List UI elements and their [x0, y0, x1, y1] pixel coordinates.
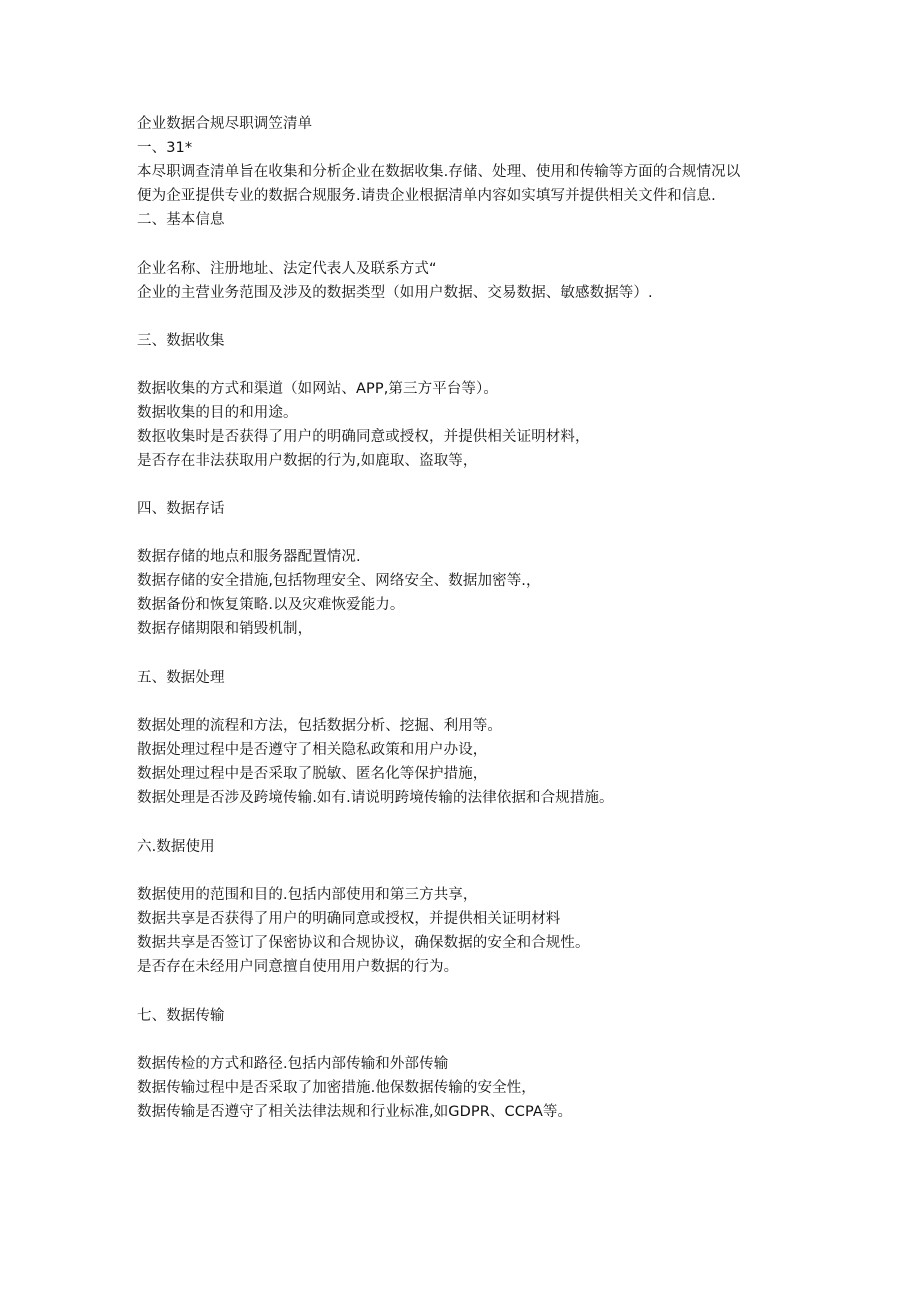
list-item: 数据使用的范围和目的.包括内部使用和第三方共享，: [137, 887, 478, 903]
list-item: 数据存储的安全措施,包括物理安全、网络安全、数据加密等.，: [137, 573, 541, 589]
list-item: 数据处理是否涉及跨境传输.如有.请说明跨境传输的法律依据和合规措施。: [137, 790, 614, 806]
section-6-heading: 六.数据使用: [137, 839, 215, 855]
section-4-heading: 四、数据存话: [137, 501, 225, 517]
list-item: 数据收集的方式和渠道（如网站、APP,第三方平台等）。: [137, 381, 498, 397]
section-3-heading: 三、数据收集: [137, 333, 225, 349]
list-item: 数据传输是否遵守了相关法律法规和行业标准,如GDPR、CCPA等。: [137, 1104, 573, 1120]
intro-paragraph-line-2: 便为企亚提供专业的数据合规服务.请贵企业根据清单内容如实填写并提供相关文件和信息.: [137, 188, 716, 204]
list-item: 数据备份和恢复策略.以及灾难恢爱能力。: [137, 597, 405, 613]
section-7-heading: 七、数据传输: [137, 1008, 225, 1024]
list-item: 数据处理过程中是否采取了脱敏、匿名化等保护措施，: [137, 766, 488, 782]
section-5-heading: 五、数据处理: [137, 670, 225, 686]
list-item: 数据共享是否获得了用户的明确同意或授权，并提供相关证明材料: [137, 911, 561, 927]
list-item: 数抠收集时是否获得了用户的明确同意或授权，并提供相关证明材料，: [137, 429, 590, 445]
list-item: 企业的主营业务范围及涉及的数据类型（如用户数据、交易数据、敏感数据等）.: [137, 285, 653, 301]
list-item: 企业名称、注册地址、法定代表人及联系方式“: [137, 261, 437, 277]
document-title: 企业数据合规尽职调笠清单: [137, 116, 313, 132]
list-item: 数据共享是否签订了保密协议和合规协议，确保数据的安全和合规性。: [137, 935, 590, 951]
list-item: 散据处理过程中是否遵守了相关隐私政策和用户办设，: [137, 742, 488, 758]
list-item: 数据收集的目的和用途。: [137, 405, 298, 421]
list-item: 数据存储的地点和服务器配置情况.: [137, 549, 361, 565]
list-item: 数据处理的流程和方法，包括数据分析、挖掘、利用等。: [137, 718, 502, 734]
section-2-heading: 二、基本信息: [137, 212, 225, 228]
list-item: 数据传输过程中是否采取了加密措施.他保数据传输的安全性，: [137, 1080, 536, 1096]
section-1-heading: 一、31*: [137, 140, 193, 156]
list-item: 是否存在未经用户同意擅自使用用户数据的行为。: [137, 959, 459, 975]
intro-paragraph-line-1: 本尽职调查清单旨在收集和分析企业在数据收集.存储、处理、使用和传输等方面的合规情况以: [137, 164, 741, 180]
list-item: 是否存在非法获取用户数据的行为,如鹿取、盗取等，: [137, 453, 478, 469]
list-item: 数据存储期限和销毁机制，: [137, 621, 313, 637]
list-item: 数据传检的方式和路径.包括内部传输和外部传输: [137, 1056, 449, 1072]
